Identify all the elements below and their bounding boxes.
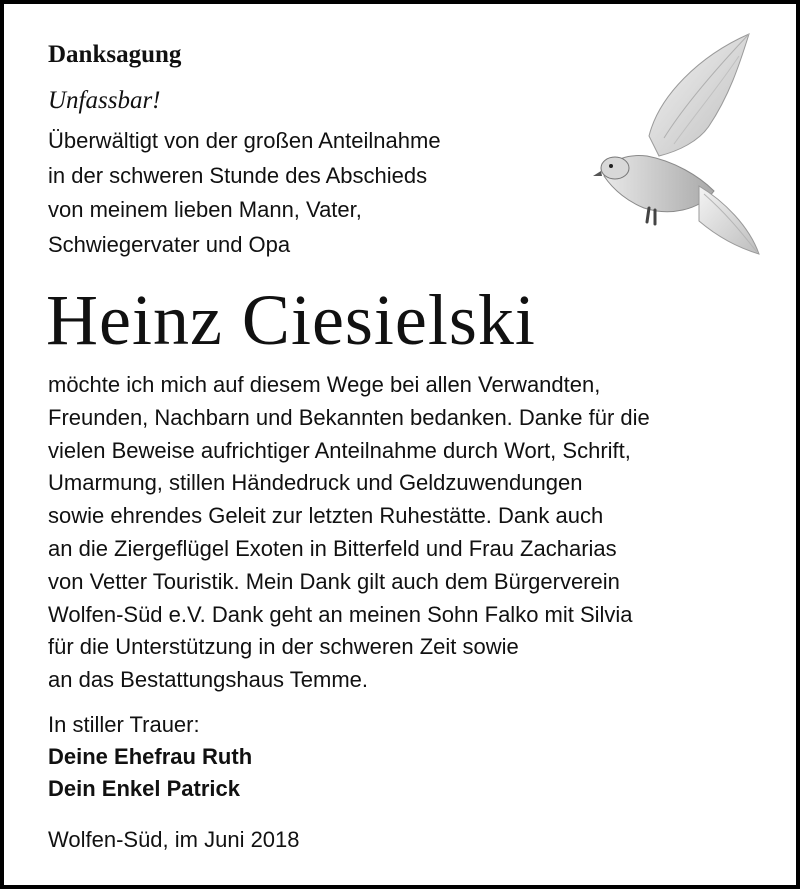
thanks-line: Wolfen-Süd e.V. Dank geht an meinen Sohn Falko mit Silvia [48,601,633,627]
intro-line: Überwältigt von der großen Anteilnahme [48,128,441,153]
thanks-line: vielen Beweise aufrichtiger Anteilnahme durch Wort, Schrift, [48,437,631,463]
thanks-line: Freunden, Nachbarn und Bekannten bedanken. Danke für die [48,404,650,430]
mourner-name: Dein Enkel Patrick [48,776,240,801]
intro-line: in der schweren Stunde des Abschieds [48,162,428,188]
mourning-label: In stiller Trauer: [48,712,200,737]
notice-heading: Danksagung [48,41,182,68]
deceased-name: Heinz Ciesielski [46,280,536,360]
dove-image [589,26,769,266]
thanks-line: von Vetter Touristik. Mein Dank gilt auch dem Bürgerverein [48,568,620,594]
place-date: Wolfen-Süd, im Juni 2018 [48,827,300,852]
thanks-line: Umarmung, stillen Händedruck und Geldzuwendungen [48,470,583,496]
notice-subheading: Unfassbar! [48,87,161,114]
thanks-line: für die Unterstützung in der schweren Zeit sowie [48,634,519,660]
intro-line: Schwiegervater und Opa [48,231,291,257]
thanks-text [48,369,650,697]
mourner-name: Deine Ehefrau Ruth [48,744,253,769]
mourners-block [48,709,252,805]
intro-line: von meinem lieben Mann, Vater, [48,197,362,222]
thanks-line: an das Bestattungshaus Temme. [48,667,369,693]
intro-text [48,124,568,262]
thanks-line: möchte ich mich auf diesem Wege bei allen Verwandten, [48,372,601,397]
thanks-line: an die Ziergeflügel Exoten in Bitterfeld und Frau Zacharias [48,535,617,561]
thanks-line: sowie ehrendes Geleit zur letzten Ruhestätte. Dank auch [48,503,604,529]
